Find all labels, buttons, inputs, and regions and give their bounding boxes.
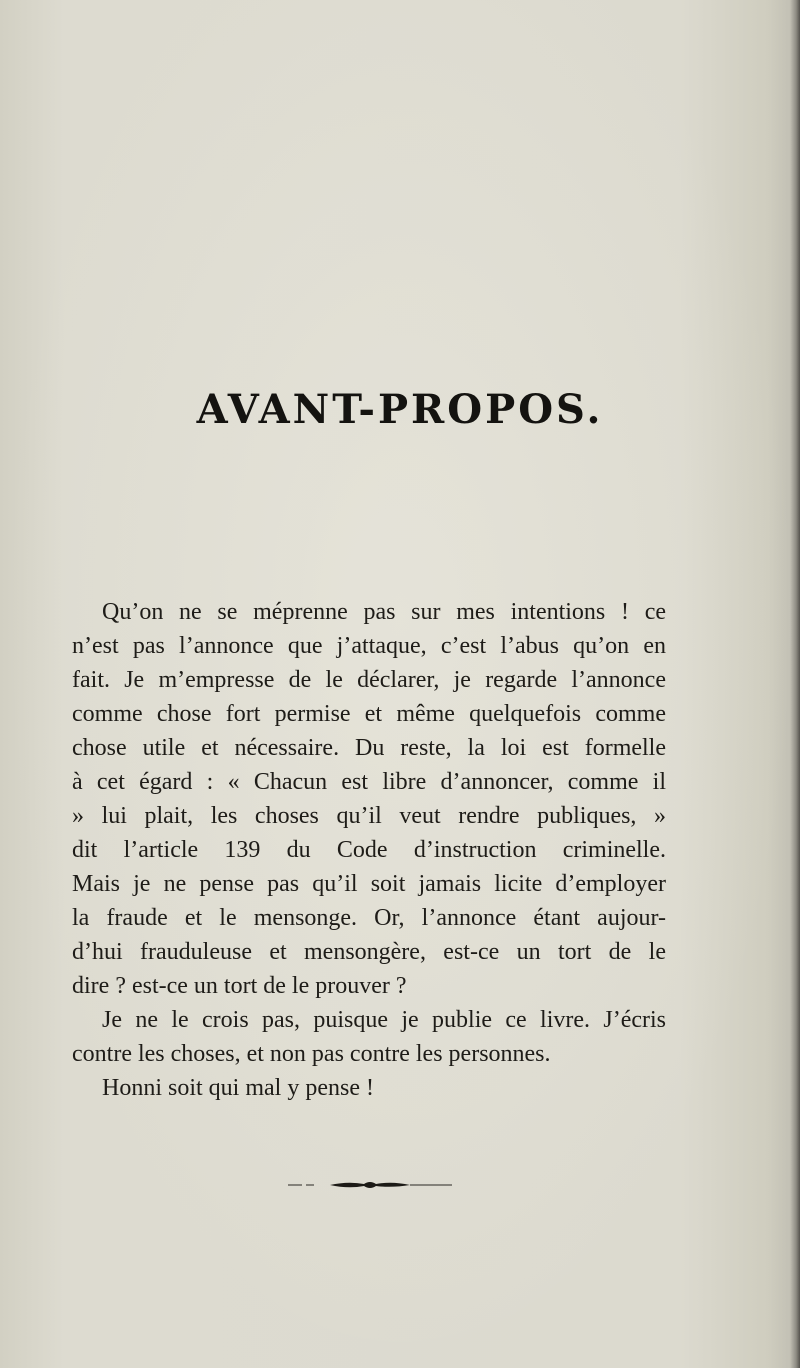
text-line: Mais je ne pense pas qu’il soit jamais licite d’employer bbox=[72, 871, 666, 897]
paragraph-2 bbox=[72, 1003, 666, 1071]
text-line: à cet égard : « Chacun est libre d’annoncer, comme il bbox=[72, 769, 666, 795]
paragraph-1 bbox=[72, 595, 666, 1003]
text-line: d’hui frauduleuse et mensongère, est-ce un tort de le bbox=[72, 939, 666, 965]
text-line: n’est pas l’annonce que j’attaque, c’est l’abus qu’on en bbox=[72, 633, 666, 659]
paragraph-3 bbox=[72, 1071, 666, 1105]
page-title: AVANT-PROPOS. bbox=[196, 386, 604, 433]
text-line: Je ne le crois pas, puisque je publie ce livre. J’écris bbox=[102, 1007, 666, 1033]
page-edge-shadow bbox=[790, 0, 800, 1368]
text-line: fait. Je m’empresse de le déclarer, je regarde l’annonce bbox=[72, 667, 666, 693]
text-line: dit l’article 139 du Code d’instruction criminelle. bbox=[72, 837, 666, 863]
text-line: la fraude et le mensonge. Or, l’annonce étant aujour- bbox=[72, 905, 666, 931]
ornament-divider bbox=[288, 1178, 452, 1192]
text-line: Qu’on ne se méprenne pas sur mes intentions ! ce bbox=[102, 599, 666, 625]
text-line: Honni soit qui mal y pense ! bbox=[102, 1075, 374, 1101]
text-line: comme chose fort permise et même quelquefois comme bbox=[72, 701, 666, 727]
text-line: contre les choses, et non pas contre les personnes. bbox=[72, 1041, 551, 1067]
text-line: dire ? est-ce un tort de le prouver ? bbox=[72, 973, 407, 999]
text-line: » lui plait, les choses qu’il veut rendre publiques, » bbox=[72, 803, 666, 829]
text-line: chose utile et nécessaire. Du reste, la loi est formelle bbox=[72, 735, 666, 761]
body-text bbox=[72, 595, 666, 1105]
